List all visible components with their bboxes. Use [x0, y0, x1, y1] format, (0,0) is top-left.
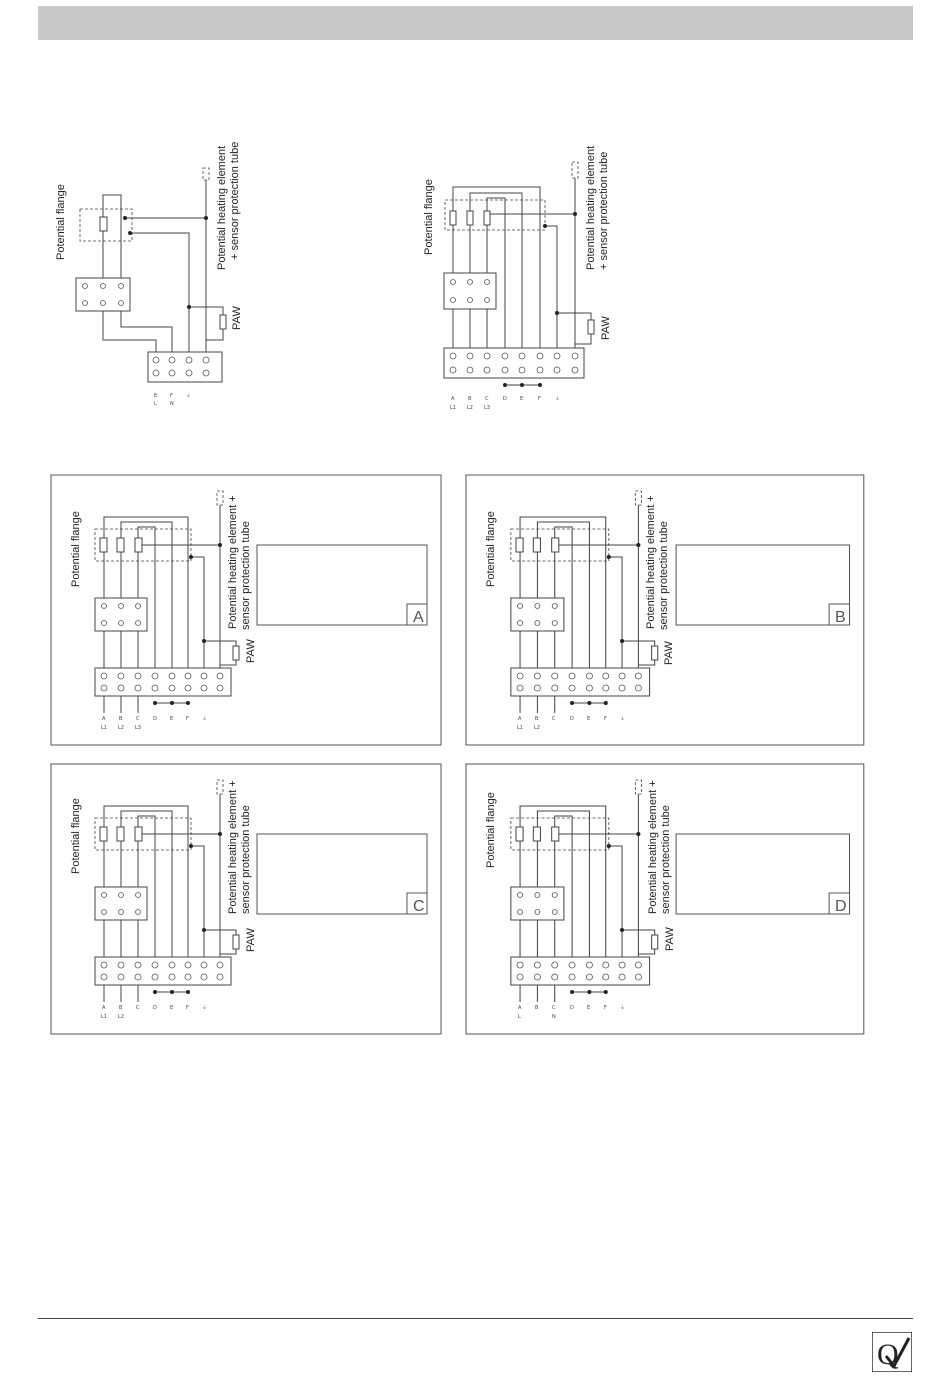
- flange-label: Potential flange: [70, 511, 82, 587]
- panel-d: [466, 764, 864, 1034]
- svg-text:D: D: [503, 396, 507, 402]
- diagram-top-right: [423, 146, 612, 411]
- relay-block: [444, 273, 496, 309]
- svg-text:E: E: [587, 1005, 591, 1011]
- element-label-2: sensor protection tube: [240, 521, 252, 630]
- paw-label: PAW: [664, 927, 676, 951]
- relay-block: [76, 278, 130, 311]
- flange-outline: [445, 200, 545, 230]
- svg-text:D: D: [570, 716, 574, 722]
- svg-text:A: A: [518, 716, 522, 722]
- svg-text:C: C: [136, 1005, 140, 1011]
- svg-text:B: B: [119, 1005, 123, 1011]
- svg-text:E: E: [170, 716, 174, 722]
- svg-text:F: F: [538, 396, 541, 402]
- panel-letter: D: [835, 898, 847, 915]
- svg-text:C: C: [552, 1005, 556, 1011]
- paw-label: PAW: [663, 641, 675, 665]
- quality-logo-icon: [872, 1332, 912, 1372]
- element-label-2: sensor protection tube: [240, 805, 252, 914]
- svg-text:L2: L2: [534, 725, 540, 731]
- svg-text:C: C: [136, 716, 140, 722]
- panel-letter: C: [413, 898, 425, 915]
- footer-rule: [38, 1318, 913, 1319]
- svg-text:D: D: [570, 1005, 574, 1011]
- svg-text:L1: L1: [517, 725, 523, 731]
- svg-text:N: N: [170, 401, 174, 407]
- paw-label: PAW: [245, 639, 257, 663]
- svg-text:F: F: [604, 716, 607, 722]
- svg-text:F: F: [604, 1005, 607, 1011]
- svg-text:L2: L2: [118, 725, 124, 731]
- svg-text:B: B: [535, 716, 539, 722]
- element-label-1: Potential heating element +: [647, 780, 659, 914]
- terminal-strip: [444, 348, 584, 378]
- svg-text:L: L: [518, 1014, 521, 1020]
- panel-a: [51, 475, 441, 745]
- svg-text:N: N: [552, 1014, 556, 1020]
- svg-text:E: E: [587, 716, 591, 722]
- flange-label: Potential flange: [423, 179, 435, 255]
- svg-text:D: D: [153, 716, 157, 722]
- svg-text:F: F: [186, 716, 189, 722]
- svg-text:B: B: [119, 716, 123, 722]
- panel-b: [466, 475, 864, 745]
- svg-text:C: C: [485, 396, 489, 402]
- flange-label: Potential flange: [55, 184, 67, 260]
- panel-letter: B: [835, 609, 846, 626]
- element-label-1: Potential heating element: [216, 145, 228, 270]
- flange-label: Potential flange: [485, 792, 497, 868]
- terminal-strip: [148, 352, 222, 382]
- svg-text:F: F: [170, 393, 173, 399]
- svg-text:⏚: ⏚: [620, 1005, 626, 1011]
- element-label-1: Potential heating element: [585, 145, 597, 270]
- flange-label: Potential flange: [70, 798, 82, 874]
- element-label-1: Potential heating element +: [227, 780, 239, 914]
- svg-text:L1: L1: [450, 405, 456, 411]
- paw-label: PAW: [245, 928, 257, 952]
- svg-text:E: E: [170, 1005, 174, 1011]
- svg-text:⏚: ⏚: [186, 393, 192, 399]
- paw-label: PAW: [231, 306, 243, 330]
- svg-text:A: A: [102, 1005, 106, 1011]
- svg-text:E: E: [154, 393, 158, 399]
- element-label-2: + sensor protection tube: [229, 141, 241, 260]
- element-label-2: + sensor protection tube: [598, 151, 610, 270]
- element-label-2: sensor protection tube: [660, 805, 672, 914]
- element-label-2: sensor protection tube: [658, 521, 670, 630]
- heating-coil: [100, 217, 107, 231]
- svg-text:A: A: [451, 396, 455, 402]
- svg-text:⏚: ⏚: [555, 396, 561, 402]
- flange-label: Potential flange: [485, 511, 497, 587]
- svg-text:E: E: [520, 396, 524, 402]
- svg-text:A: A: [518, 1005, 522, 1011]
- svg-text:L: L: [154, 401, 157, 407]
- panel-c: [51, 764, 441, 1034]
- diagram-top-left: [55, 142, 243, 407]
- svg-text:L3: L3: [135, 725, 141, 731]
- svg-text:L1: L1: [101, 1014, 107, 1020]
- svg-text:B: B: [535, 1005, 539, 1011]
- svg-text:L3: L3: [484, 405, 490, 411]
- svg-text:F: F: [186, 1005, 189, 1011]
- svg-text:L1: L1: [101, 725, 107, 731]
- element-label-1: Potential heating element +: [645, 495, 657, 629]
- paw-label: PAW: [600, 316, 612, 340]
- svg-text:Q: Q: [877, 1338, 899, 1371]
- element-label-1: Potential heating element +: [227, 495, 239, 629]
- svg-text:C: C: [552, 716, 556, 722]
- svg-text:⏚: ⏚: [202, 1005, 208, 1011]
- svg-text:B: B: [468, 396, 472, 402]
- svg-text:⏚: ⏚: [620, 716, 626, 722]
- svg-text:L2: L2: [467, 405, 473, 411]
- panel-letter: A: [413, 609, 424, 626]
- svg-text:⏚: ⏚: [202, 716, 208, 722]
- svg-text:A: A: [102, 716, 106, 722]
- svg-text:D: D: [153, 1005, 157, 1011]
- svg-text:L2: L2: [118, 1014, 124, 1020]
